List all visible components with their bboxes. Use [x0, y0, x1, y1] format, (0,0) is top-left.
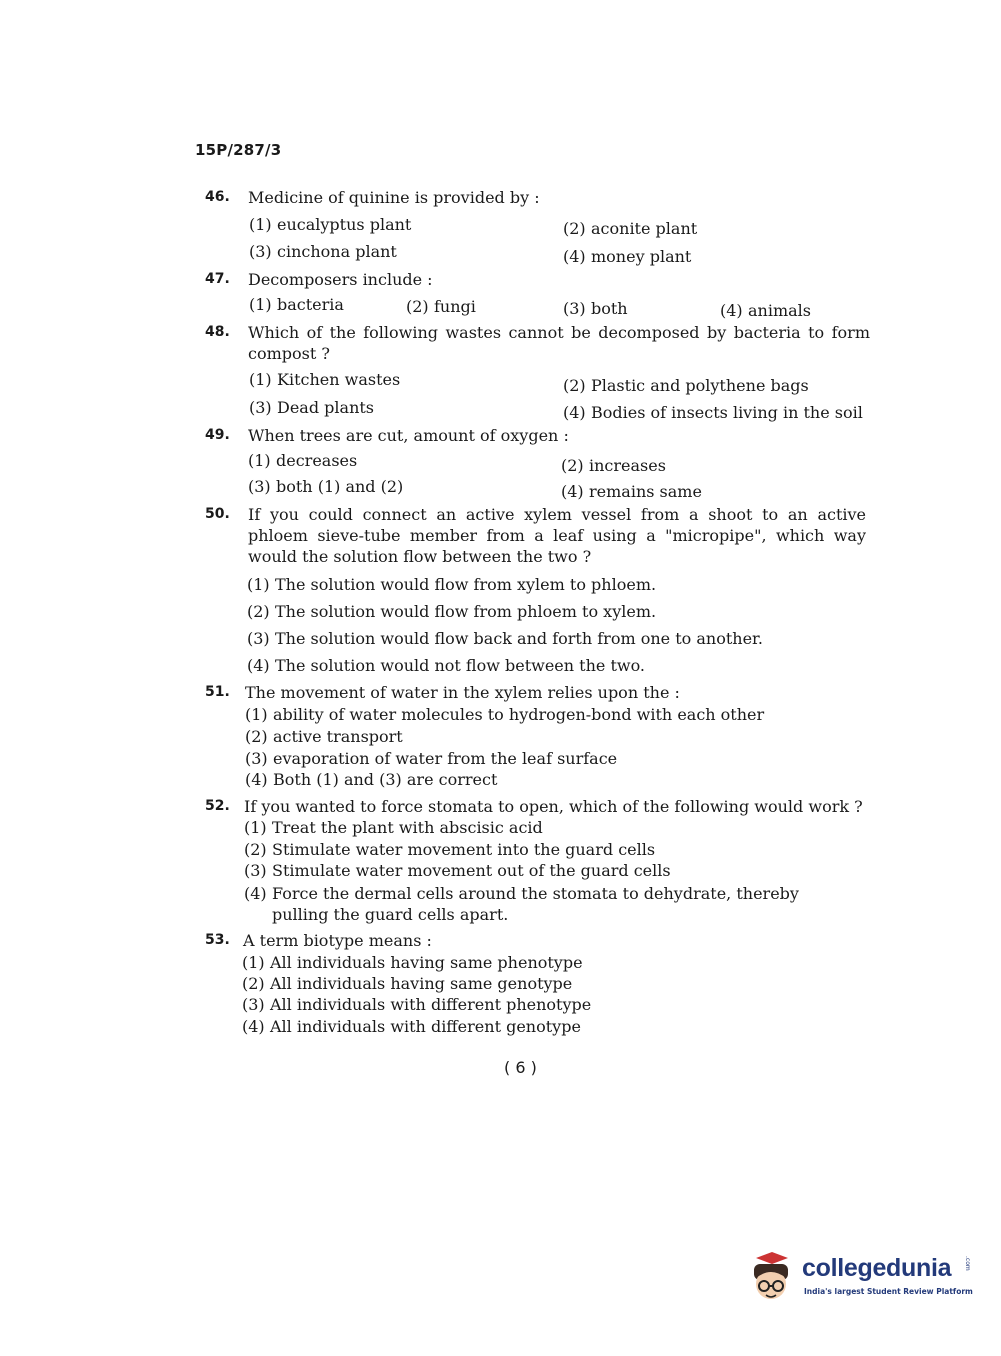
option: (4) Both (1) and (3) are correct: [245, 770, 498, 789]
option: (2) Stimulate water movement into the guard cells: [244, 840, 656, 859]
question-number: 50.: [205, 506, 230, 522]
question-text: Decomposers include :: [248, 270, 433, 289]
option: (4) money plant: [563, 247, 692, 266]
question-text: The movement of water in the xylem relies upon the :: [245, 683, 680, 702]
option: (4) animals: [720, 301, 811, 320]
option: (3) All individuals with different phenotype: [242, 995, 592, 1014]
option: (3) cinchona plant: [249, 242, 397, 261]
question-text: Which of the following wastes cannot be decomposed by bacteria to form compost ?: [248, 323, 870, 363]
option: (3) Stimulate water movement out of the guard cells: [244, 861, 671, 880]
option: (2) Plastic and polythene bags: [563, 376, 809, 395]
question-number: 48.: [205, 324, 230, 340]
question-text: Medicine of quinine is provided by :: [248, 188, 540, 207]
option: (1) eucalyptus plant: [249, 215, 412, 234]
option: (4) remains same: [561, 482, 702, 501]
mascot-icon: [742, 1250, 798, 1310]
brand-tagline: India's largest Student Review Platform: [804, 1287, 973, 1296]
option: (4) All individuals with different genotype: [242, 1017, 581, 1036]
option: (3) The solution would flow back and forth from one to another.: [247, 629, 764, 648]
question-text: If you could connect an active xylem vessel from a shoot to an active phloem sieve-tube member from a leaf using a "micropipe", which way would the solution flow between the two ?: [248, 505, 866, 566]
option: (1) Kitchen wastes: [249, 370, 401, 389]
collegedunia-logo: [742, 1250, 972, 1318]
option: (4) Bodies of insects living in the soil: [563, 403, 863, 422]
option: (2) fungi: [406, 297, 476, 316]
question-text: A term biotype means :: [243, 931, 432, 950]
option: (3) both: [563, 299, 628, 318]
option: (1) The solution would flow from xylem to phloem.: [247, 575, 657, 594]
question-text: If you wanted to force stomata to open, which of the following would work ?: [244, 797, 863, 816]
question-number: 46.: [205, 189, 230, 205]
brand-name: collegedunia: [802, 1254, 952, 1282]
option: (1) All individuals having same phenotype: [242, 953, 583, 972]
option: (1) decreases: [248, 451, 358, 470]
page-number: ( 6 ): [504, 1058, 537, 1077]
option: (2) increases: [561, 456, 666, 475]
question-number: 49.: [205, 427, 230, 443]
option: (1) ability of water molecules to hydrogen-bond with each other: [245, 705, 765, 724]
option: (3) evaporation of water from the leaf surface: [245, 749, 618, 768]
brand-domain: .com: [964, 1256, 971, 1271]
option: (4) The solution would not flow between the two.: [247, 656, 645, 675]
option: (3) both (1) and (2): [248, 477, 404, 496]
question-number: 51.: [205, 684, 230, 700]
option: (2) The solution would flow from phloem to xylem.: [247, 602, 657, 621]
paper-code: 15P/287/3: [195, 141, 282, 159]
option: (2) aconite plant: [563, 219, 698, 238]
question-number: 53.: [205, 932, 230, 948]
question-number: 52.: [205, 798, 230, 814]
option: (1) bacteria: [249, 295, 344, 314]
option: (1) Treat the plant with abscisic acid: [244, 818, 543, 837]
option: (4) Force the dermal cells around the stomata to dehydrate, thereby pulling the guard cells apart.: [244, 884, 799, 924]
question-number: 47.: [205, 271, 230, 287]
option: (2) All individuals having same genotype: [242, 974, 573, 993]
option: (2) active transport: [245, 727, 403, 746]
option: (3) Dead plants: [249, 398, 375, 417]
question-text: When trees are cut, amount of oxygen :: [248, 426, 569, 445]
